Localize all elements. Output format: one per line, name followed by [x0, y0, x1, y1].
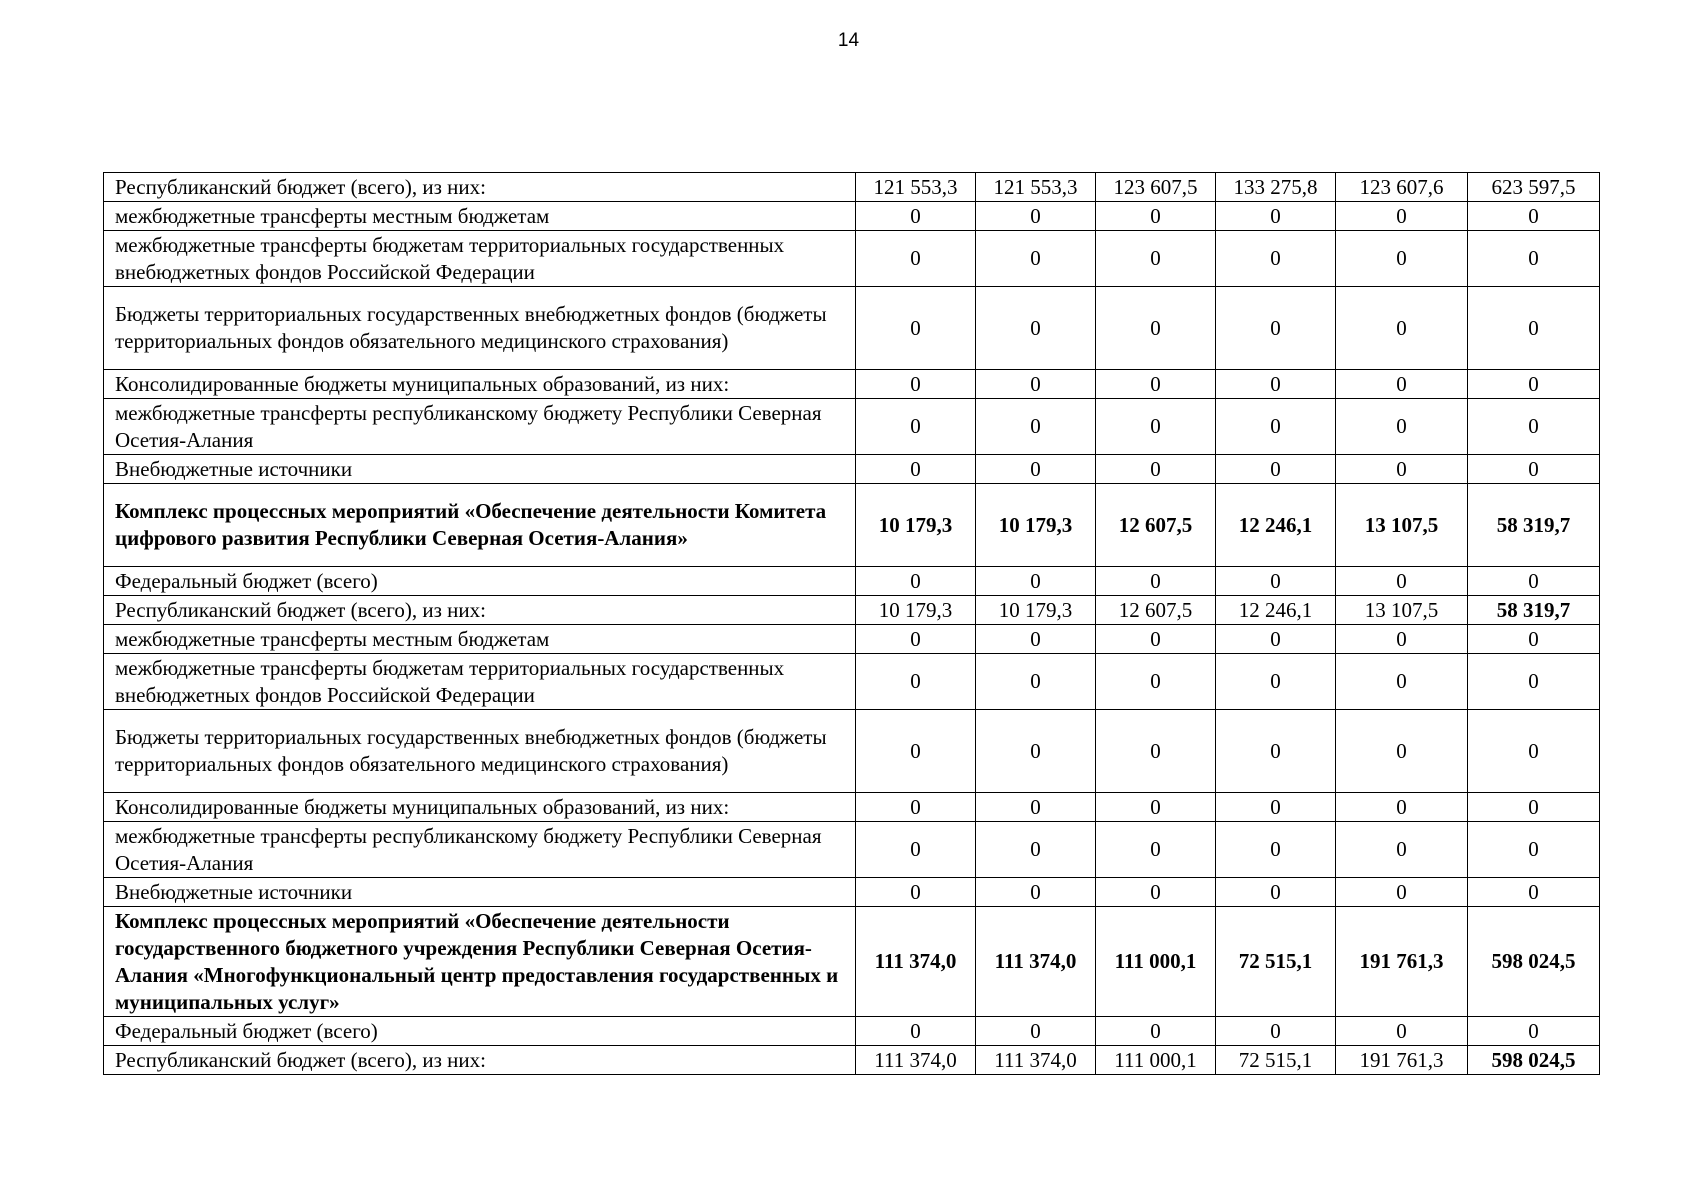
value-cell: 72 515,1 — [1216, 907, 1336, 1017]
value-cell: 0 — [856, 1017, 976, 1046]
table-row — [104, 793, 1600, 822]
value-cell: 133 275,8 — [1216, 173, 1336, 202]
value-cell: 0 — [1216, 822, 1336, 878]
row-label: Бюджеты территориальных государственных внебюджетных фондов (бюджеты территориальных фондов обязательного медицинского страхования) — [104, 287, 856, 370]
value-cell: 0 — [1468, 654, 1600, 710]
value-cell: 0 — [1096, 202, 1216, 231]
value-cell: 0 — [1468, 202, 1600, 231]
table-row — [104, 596, 1600, 625]
value-cell: 0 — [1336, 878, 1468, 907]
value-cell: 10 179,3 — [856, 484, 976, 567]
value-cell: 0 — [976, 567, 1096, 596]
value-cell: 598 024,5 — [1468, 907, 1600, 1017]
value-cell: 0 — [1096, 878, 1216, 907]
value-cell: 0 — [1468, 1017, 1600, 1046]
value-cell: 0 — [1468, 231, 1600, 287]
row-label: межбюджетные трансферты республиканскому бюджету Республики Северная Осетия-Алания — [104, 399, 856, 455]
value-cell: 0 — [1336, 370, 1468, 399]
page-number: 14 — [837, 30, 860, 51]
value-cell: 0 — [856, 399, 976, 455]
value-cell: 0 — [856, 654, 976, 710]
row-label: Комплекс процессных мероприятий «Обеспечение деятельности Комитета цифрового развития Республики Северная Осетия-Алания» — [104, 484, 856, 567]
value-cell: 121 553,3 — [856, 173, 976, 202]
value-cell: 598 024,5 — [1468, 1046, 1600, 1075]
value-cell: 0 — [1096, 231, 1216, 287]
row-label: межбюджетные трансферты местным бюджетам — [104, 625, 856, 654]
table-row — [104, 231, 1600, 287]
value-cell: 0 — [1096, 710, 1216, 793]
value-cell: 111 374,0 — [976, 1046, 1096, 1075]
row-label: межбюджетные трансферты республиканскому бюджету Республики Северная Осетия-Алания — [104, 822, 856, 878]
value-cell: 0 — [976, 455, 1096, 484]
value-cell: 13 107,5 — [1336, 596, 1468, 625]
value-cell: 0 — [856, 710, 976, 793]
value-cell: 0 — [856, 370, 976, 399]
row-label: Федеральный бюджет (всего) — [104, 567, 856, 596]
row-label: Бюджеты территориальных государственных внебюджетных фондов (бюджеты территориальных фондов обязательного медицинского страхования) — [104, 710, 856, 793]
row-label: Федеральный бюджет (всего) — [104, 1017, 856, 1046]
value-cell: 58 319,7 — [1468, 484, 1600, 567]
value-cell: 0 — [1468, 370, 1600, 399]
value-cell: 0 — [1468, 455, 1600, 484]
value-cell: 0 — [976, 399, 1096, 455]
value-cell: 0 — [976, 287, 1096, 370]
table-row — [104, 484, 1600, 567]
value-cell: 0 — [1216, 287, 1336, 370]
row-label: межбюджетные трансферты бюджетам территориальных государственных внебюджетных фондов Российской Федерации — [104, 654, 856, 710]
value-cell: 0 — [1336, 202, 1468, 231]
value-cell: 0 — [1468, 822, 1600, 878]
value-cell: 0 — [1216, 399, 1336, 455]
value-cell: 10 179,3 — [856, 596, 976, 625]
table-row — [104, 455, 1600, 484]
value-cell: 58 319,7 — [1468, 596, 1600, 625]
table-row — [104, 710, 1600, 793]
value-cell: 0 — [1216, 231, 1336, 287]
table-row — [104, 399, 1600, 455]
row-label: Комплекс процессных мероприятий «Обеспечение деятельности государственного бюджетного учреждения Республики Северная Осетия-Алания «Многофункциональный центр предоставления государственных и муниципальных услуг» — [104, 907, 856, 1017]
value-cell: 0 — [1096, 1017, 1216, 1046]
table-row — [104, 822, 1600, 878]
table-row — [104, 1017, 1600, 1046]
row-label: Республиканский бюджет (всего), из них: — [104, 1046, 856, 1075]
value-cell: 0 — [976, 231, 1096, 287]
value-cell: 0 — [1468, 710, 1600, 793]
value-cell: 191 761,3 — [1336, 907, 1468, 1017]
row-label: Консолидированные бюджеты муниципальных образований, из них: — [104, 793, 856, 822]
value-cell: 123 607,5 — [1096, 173, 1216, 202]
value-cell: 0 — [1216, 1017, 1336, 1046]
value-cell: 0 — [856, 793, 976, 822]
value-cell: 111 374,0 — [976, 907, 1096, 1017]
value-cell: 0 — [856, 231, 976, 287]
value-cell: 0 — [1336, 567, 1468, 596]
value-cell: 0 — [1336, 287, 1468, 370]
value-cell: 0 — [1468, 878, 1600, 907]
table-row — [104, 654, 1600, 710]
value-cell: 10 179,3 — [976, 484, 1096, 567]
value-cell: 72 515,1 — [1216, 1046, 1336, 1075]
row-label: межбюджетные трансферты бюджетам территориальных государственных внебюджетных фондов Российской Федерации — [104, 231, 856, 287]
value-cell: 121 553,3 — [976, 173, 1096, 202]
value-cell: 111 374,0 — [856, 1046, 976, 1075]
value-cell: 13 107,5 — [1336, 484, 1468, 567]
value-cell: 0 — [976, 1017, 1096, 1046]
value-cell: 111 000,1 — [1096, 1046, 1216, 1075]
value-cell: 0 — [1216, 710, 1336, 793]
value-cell: 0 — [1096, 822, 1216, 878]
value-cell: 0 — [856, 287, 976, 370]
row-label: Консолидированные бюджеты муниципальных образований, из них: — [104, 370, 856, 399]
value-cell: 12 607,5 — [1096, 596, 1216, 625]
value-cell: 0 — [1468, 287, 1600, 370]
value-cell: 0 — [976, 370, 1096, 399]
table-row — [104, 202, 1600, 231]
row-label: Республиканский бюджет (всего), из них: — [104, 596, 856, 625]
value-cell: 0 — [1096, 567, 1216, 596]
budget-table-body — [104, 173, 1600, 1075]
value-cell: 0 — [1096, 399, 1216, 455]
value-cell: 0 — [1096, 370, 1216, 399]
table-row — [104, 287, 1600, 370]
value-cell: 0 — [1216, 370, 1336, 399]
row-label: Внебюджетные источники — [104, 878, 856, 907]
value-cell: 123 607,6 — [1336, 173, 1468, 202]
value-cell: 0 — [976, 654, 1096, 710]
value-cell: 0 — [1096, 455, 1216, 484]
value-cell: 0 — [1336, 793, 1468, 822]
value-cell: 0 — [976, 822, 1096, 878]
table-row — [104, 625, 1600, 654]
value-cell: 0 — [976, 625, 1096, 654]
value-cell: 0 — [1216, 878, 1336, 907]
value-cell: 0 — [1336, 399, 1468, 455]
table-row — [104, 370, 1600, 399]
value-cell: 0 — [856, 625, 976, 654]
value-cell: 0 — [856, 202, 976, 231]
table-row — [104, 907, 1600, 1017]
value-cell: 0 — [976, 202, 1096, 231]
table-row — [104, 567, 1600, 596]
value-cell: 111 374,0 — [856, 907, 976, 1017]
value-cell: 0 — [1336, 455, 1468, 484]
value-cell: 0 — [1336, 710, 1468, 793]
value-cell: 0 — [976, 793, 1096, 822]
value-cell: 0 — [1336, 625, 1468, 654]
value-cell: 12 607,5 — [1096, 484, 1216, 567]
table-row — [104, 1046, 1600, 1075]
value-cell: 0 — [1468, 793, 1600, 822]
value-cell: 0 — [1216, 654, 1336, 710]
value-cell: 0 — [1216, 202, 1336, 231]
value-cell: 12 246,1 — [1216, 484, 1336, 567]
value-cell: 0 — [1216, 793, 1336, 822]
value-cell: 0 — [856, 567, 976, 596]
value-cell: 0 — [1468, 567, 1600, 596]
value-cell: 0 — [1336, 822, 1468, 878]
value-cell: 0 — [976, 710, 1096, 793]
value-cell: 0 — [1216, 625, 1336, 654]
value-cell: 623 597,5 — [1468, 173, 1600, 202]
row-label: межбюджетные трансферты местным бюджетам — [104, 202, 856, 231]
value-cell: 0 — [1468, 399, 1600, 455]
value-cell: 0 — [976, 878, 1096, 907]
value-cell: 111 000,1 — [1096, 907, 1216, 1017]
value-cell: 0 — [1096, 287, 1216, 370]
table-row — [104, 173, 1600, 202]
value-cell: 0 — [856, 878, 976, 907]
row-label: Внебюджетные источники — [104, 455, 856, 484]
value-cell: 0 — [856, 822, 976, 878]
row-label: Республиканский бюджет (всего), из них: — [104, 173, 856, 202]
table-row — [104, 878, 1600, 907]
value-cell: 0 — [1336, 1017, 1468, 1046]
value-cell: 0 — [1468, 625, 1600, 654]
value-cell: 12 246,1 — [1216, 596, 1336, 625]
value-cell: 0 — [1336, 231, 1468, 287]
value-cell: 0 — [1096, 654, 1216, 710]
value-cell: 0 — [856, 455, 976, 484]
value-cell: 0 — [1336, 654, 1468, 710]
value-cell: 191 761,3 — [1336, 1046, 1468, 1075]
value-cell: 0 — [1216, 455, 1336, 484]
value-cell: 0 — [1096, 625, 1216, 654]
budget-table — [103, 172, 1600, 1075]
value-cell: 0 — [1096, 793, 1216, 822]
value-cell: 0 — [1216, 567, 1336, 596]
value-cell: 10 179,3 — [976, 596, 1096, 625]
